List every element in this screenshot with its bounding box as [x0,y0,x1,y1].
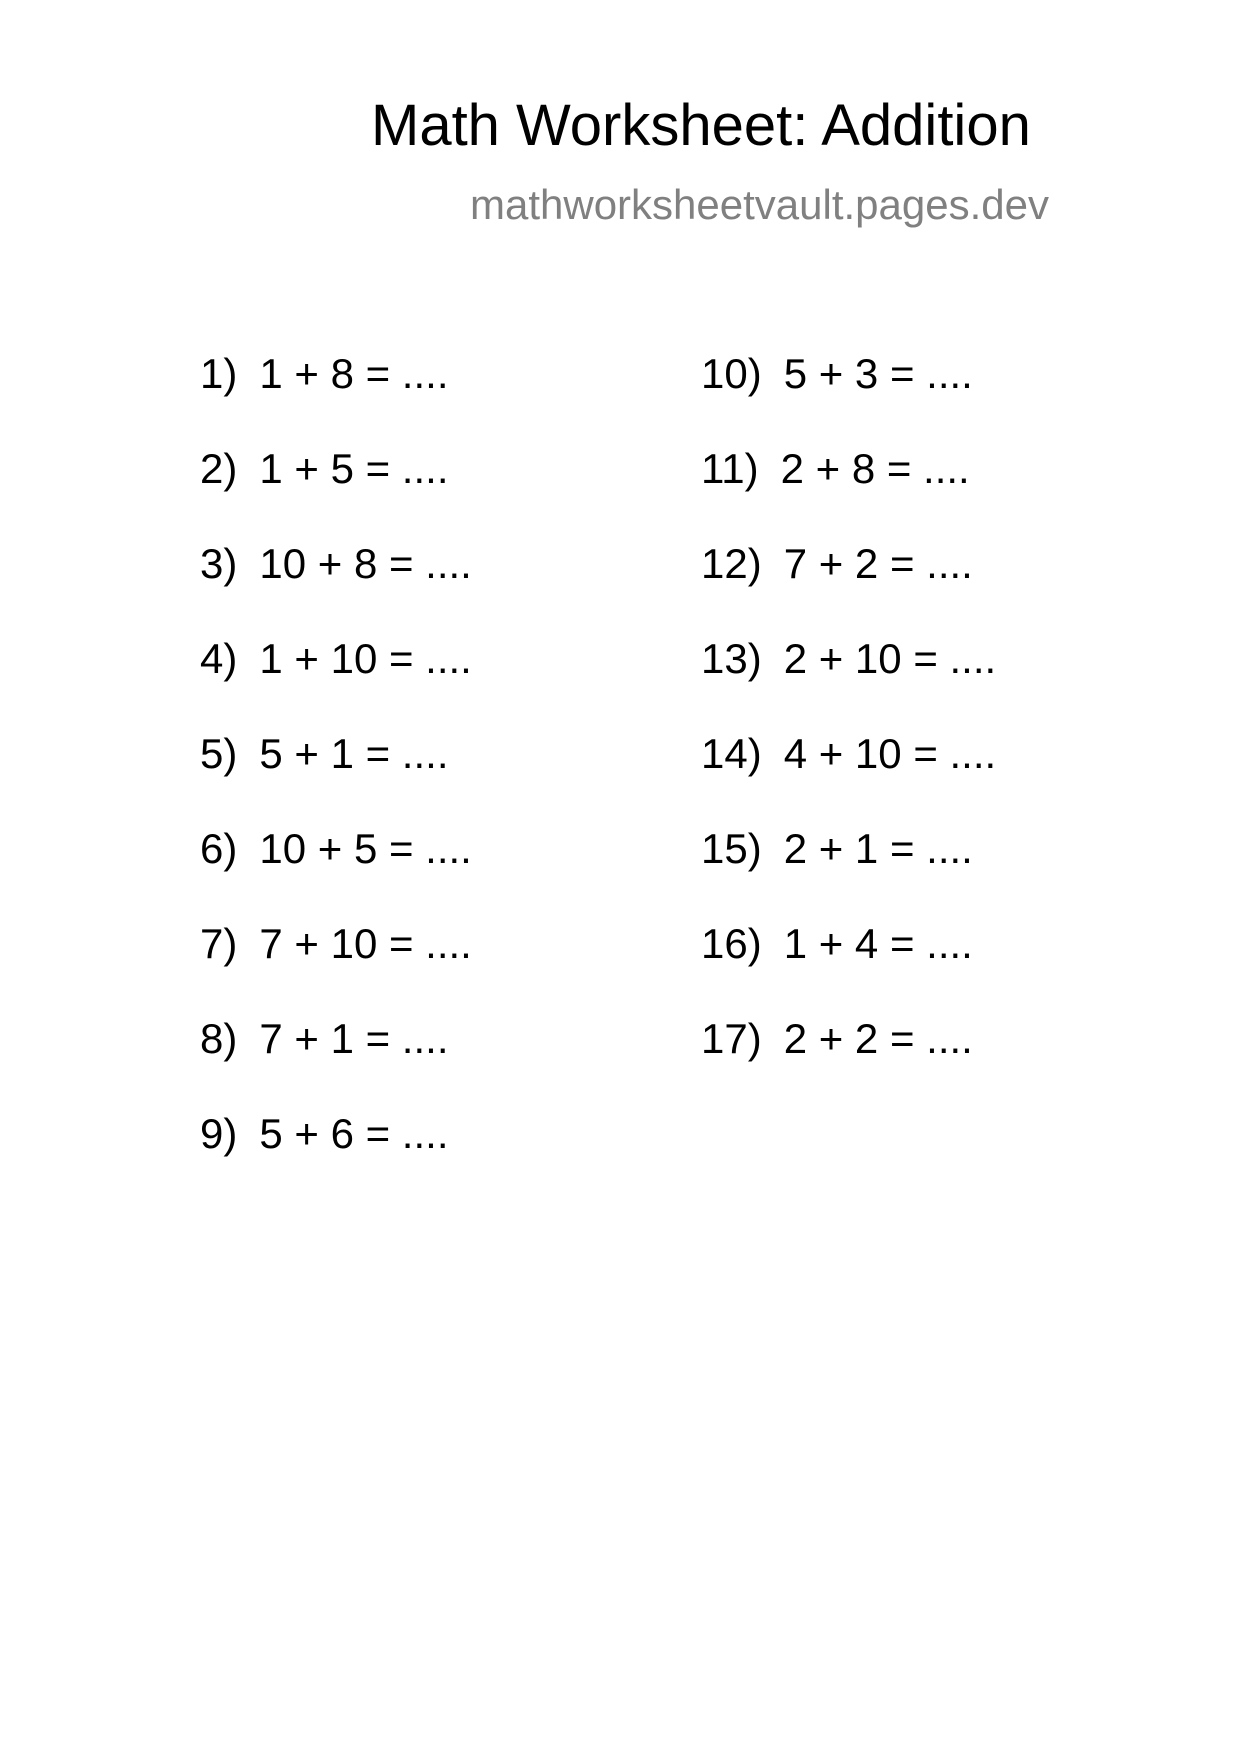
problem-number: 7) [200,920,238,967]
problem-number: 17) [701,1015,762,1062]
problem-expression: 7 + 10 = .... [259,920,472,967]
problem-expression: 5 + 3 = .... [783,350,973,397]
problem-number: 9) [200,1110,238,1157]
problem-item [200,729,472,824]
problem-item [200,1109,472,1204]
problems-left-column [200,349,472,1204]
problem-number: 16) [701,920,762,967]
problem-item [200,634,472,729]
problem-item [200,919,472,1014]
problem-expression: 7 + 2 = .... [783,540,973,587]
problem-expression: 4 + 10 = .... [783,730,997,777]
problem-item [200,444,472,539]
problem-number: 3) [200,540,238,587]
problem-number: 10) [701,350,762,397]
problem-expression: 1 + 8 = .... [259,350,449,397]
problem-item [701,919,996,1014]
problem-number: 11) [701,445,759,492]
problem-expression: 2 + 2 = .... [783,1015,973,1062]
problem-expression: 2 + 8 = .... [780,445,970,492]
problem-expression: 10 + 5 = .... [259,825,472,872]
problem-number: 14) [701,730,762,777]
problem-expression: 1 + 10 = .... [259,635,472,682]
problem-item [200,539,472,634]
problem-item [701,634,996,729]
problem-item [200,1014,472,1109]
problem-item [701,349,996,444]
problem-expression: 10 + 8 = .... [259,540,472,587]
problem-item [701,824,996,919]
problem-item [701,729,996,824]
problem-number: 4) [200,635,238,682]
page-title: Math Worksheet: Addition [371,93,1031,158]
problem-number: 5) [200,730,238,777]
problem-expression: 1 + 5 = .... [259,445,449,492]
problem-expression: 5 + 6 = .... [259,1110,449,1157]
problem-number: 12) [701,540,762,587]
problem-expression: 5 + 1 = .... [259,730,449,777]
site-url: mathworksheetvault.pages.dev [470,181,1049,228]
problem-expression: 2 + 10 = .... [783,635,997,682]
problem-item [701,1014,996,1109]
problem-number: 15) [701,825,762,872]
problem-item [200,349,472,444]
problem-expression: 2 + 1 = .... [783,825,973,872]
problem-number: 2) [200,445,238,492]
problem-number: 6) [200,825,238,872]
problem-item [200,824,472,919]
problem-expression: 7 + 1 = .... [259,1015,449,1062]
problem-number: 8) [200,1015,238,1062]
problem-item [701,539,996,634]
problem-expression: 1 + 4 = .... [783,920,973,967]
problem-number: 1) [200,350,238,397]
problem-item [701,444,996,539]
problem-number: 13) [701,635,762,682]
problems-right-column [701,349,996,1109]
